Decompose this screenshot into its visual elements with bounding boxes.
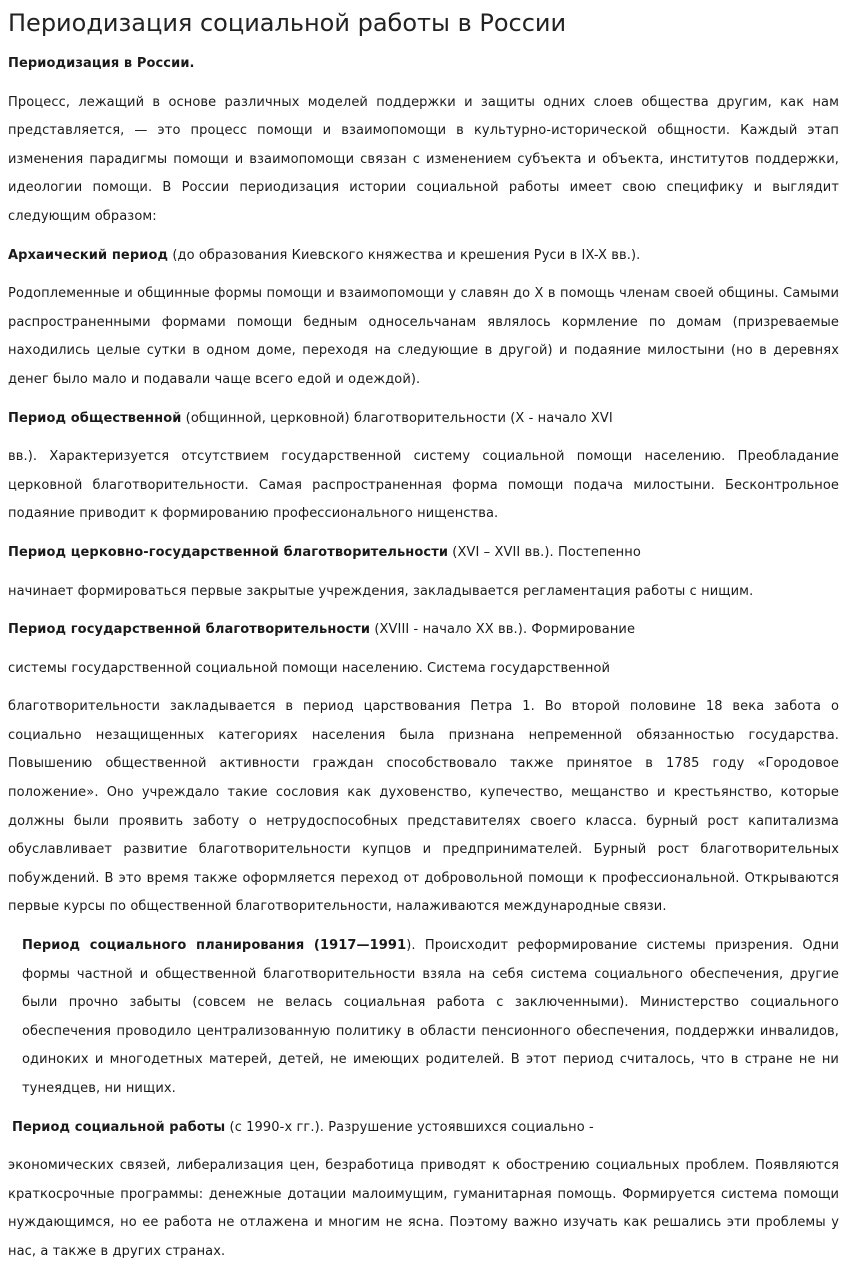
period-1-title: Архаический период bbox=[8, 247, 169, 263]
period-6-heading bbox=[8, 1114, 839, 1143]
period-3-dates: (XVI – XVII вв.). Постепенно bbox=[448, 544, 641, 560]
period-3-title: Период церковно-государственной благотворительности bbox=[8, 544, 449, 560]
period-5-title: Период социального планирования (1917—1991 bbox=[22, 938, 407, 954]
period-1-dates: (до образования Киевского княжества и крешения Руси в IX-X вв.). bbox=[168, 247, 641, 263]
period-2-title: Период общественной bbox=[8, 410, 182, 426]
period-6-dates: (с 1990-х гг.). Разрушение устоявшихся социально - bbox=[225, 1119, 594, 1135]
period-1-paragraph: Родоплеменные и общинные формы помощи и взаимопомощи у славян до X в помощь членам своей общины. Самыми распространенными формами помощи бедным односельчанам являлось кормление по домам (призреваемые находились целые сутки в одном доме, переходя на следующие в другой) и подаяние милостыни (но в деревнях денег было мало и подавали чаще всего едой и одеждой). bbox=[8, 286, 839, 387]
period-4-title: Период государственной благотворительности bbox=[8, 622, 371, 638]
period-5-paragraph bbox=[8, 932, 839, 1104]
period-1-heading bbox=[8, 242, 839, 271]
period-2-paragraph: вв.). Характеризуется отсутствием государственной систему социальной помощи населению. Преобладание церковной благотворительности. Самая распространенная форма помощи подача милостыни. Бесконтрольное подаяние приводит к формированию профессионального нищенства. bbox=[8, 449, 839, 522]
page-title: Периодизация социальной работы в России bbox=[8, 9, 567, 37]
period-2-heading bbox=[8, 405, 839, 434]
period-5-text: ). Происходит реформирование системы призрения. Одни формы частной и общественной благотворительности взяла на себя система социального обеспечения, другие были прочно забыты (совсем не велась социальная работа с заключенными). Министерство социального обеспечения проводило централизованную политику в области пенсионного обеспечения, поддержки инвалидов, одиноких и многодетных матерей, детей, не имеющих родителей. В этот период считалось, что в стране не ни тунеядцев, ни нищих. bbox=[22, 938, 839, 1096]
period-3-heading bbox=[8, 539, 839, 568]
period-4-dates: (XVIII - начало XX вв.). Формирование bbox=[370, 622, 636, 638]
period-2-dates: (общинной, церковной) благотворительности (X - начало XVI bbox=[181, 410, 613, 426]
period-4-paragraph: благотворительности закладывается в период царствования Петра 1. Во второй половине 18 века забота о социально незащищенных категориях населения была признана непременной обязанностью государства. Повышению общественной активности граждан способствовало также принятое в 1785 году «Городовое положение». Оно учреждало такие сословия как духовенство, купечество, мещанство и крестьянство, которые должны были проявить заботу о нетрудоспособных представителях своего класса. бурный рост капитализма обуславливает развитие благотворительности купцов и предпринимателей. Бурный рост благотворительных побуждений. В это время также оформляется переход от добровольной помощи к профессиональной. Открываются первые курсы по общественной благотворительности, налаживаются международные связи. bbox=[8, 699, 839, 915]
period-6-title: Период социальной работы bbox=[12, 1119, 226, 1135]
period-4-heading bbox=[8, 616, 839, 645]
intro-heading-text: Периодизация в России. bbox=[8, 56, 195, 71]
intro-heading bbox=[8, 50, 839, 79]
period-6-paragraph: экономических связей, либерализация цен, безработица приводят к обострению социальных проблем. Появляются краткосрочные программы: денежные дотации малоимущим, гуманитарная помощь. Формируется система помощи нуждающимся, но ее работа не отлажена и многим не ясна. Поэтому важно изучать как решались эти проблемы у нас, а также в других странах. bbox=[8, 1158, 839, 1259]
period-3-paragraph: начинает формироваться первые закрытые учреждения, закладывается регламентация работы с нищим. bbox=[8, 583, 754, 599]
intro-paragraph: Процесс, лежащий в основе различных моделей поддержки и защиты одних слоев общества другим, как нам представляется, — это процесс помощи и взаимопомощи в культурно-исторической общности. Каждый этап изменения парадигмы помощи и взаимопомощи связан с изменением субъекта и объекта, институтов поддержки, идеологии помощи. В России периодизация истории социальной работы имеет свою специфику и выглядит следующим образом: bbox=[8, 94, 839, 224]
period-4-line: системы государственной социальной помощи населению. Система государственной bbox=[8, 660, 611, 676]
